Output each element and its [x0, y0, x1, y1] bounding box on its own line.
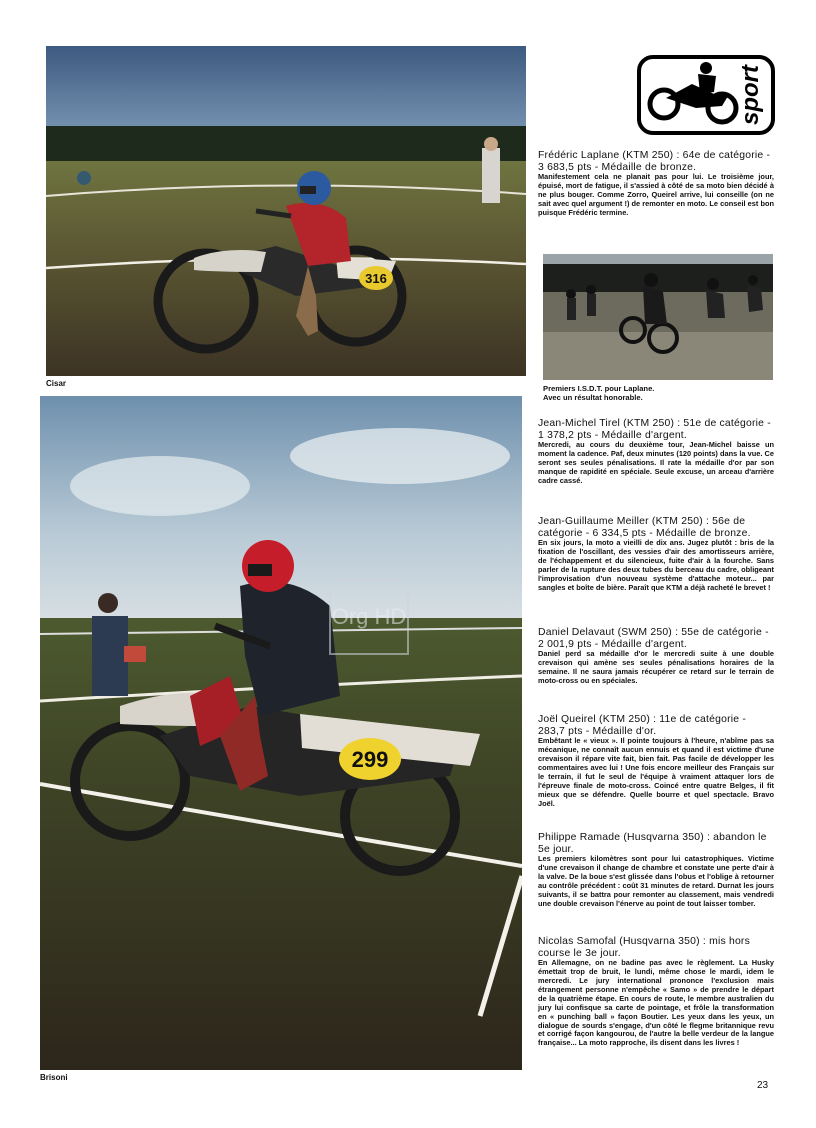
entry-body: Daniel perd sa médaille d'or le mercredi suite à une double crevaison qui amène ses seules pénalisations horaires de la semaine. Il ne saura jamais récupérer ce retard sur le terrain de moto-cross ou en spéciales. [538, 649, 774, 685]
entry-tirel [538, 418, 774, 486]
sport-logo-text: sport [737, 65, 764, 125]
entry-heading: Frédéric Laplane (KTM 250) : 64e de catégorie - 3 683,5 pts - Médaille de bronze. [538, 150, 771, 173]
entry-heading: Jean-Michel Tirel (KTM 250) : 51e de catégorie - 1 378,2 pts - Médaille d'argent. [538, 418, 771, 441]
photo-brisoni-rider-299 [40, 396, 522, 1070]
entry-delavaut [538, 627, 774, 686]
caption-line: Avec un résultat honorable. [543, 393, 643, 402]
entry-heading: Joël Queirel (KTM 250) : 11e de catégorie - 283,7 pts - Médaille d'or. [538, 714, 746, 737]
entry-heading: Daniel Delavaut (SWM 250) : 55e de catégorie - 2 001,9 pts - Médaille d'argent. [538, 627, 769, 650]
photo-credit-cisar: Cisar [46, 379, 67, 388]
sport-section-logo [636, 54, 776, 136]
entry-laplane [538, 150, 774, 218]
entry-ramade [538, 832, 774, 909]
watermark-text: Org HD [331, 604, 407, 629]
entry-queirel [538, 714, 774, 808]
entry-heading: Nicolas Samofal (Husqvarna 350) : mis hors course le 3e jour. [538, 936, 751, 959]
svg-text:299: 299 [351, 747, 389, 772]
photo-credit-brisoni: Brisoni [40, 1073, 68, 1082]
entry-samofal [538, 936, 774, 1048]
photo-cisar-rider-316 [46, 46, 526, 376]
entry-body: En Allemagne, on ne badine pas avec le règlement. La Husky émettait trop de bruit, le lundi, même chose le mardi, idem le mercredi. Le jury international prononce l'exclusion mais étrangement personne n'empêche « Samo » de prendre le départ de la quatrième étape. En cours de route, le membre australien du jury lui confisque sa carte de pointage, et frôle la transformation en « punching ball » façon Boutier. Les yeux dans les yeux, un dialogue de sourds s'engage, d'un côté le flegme britannique revu et corrigé façon kangourou, de l'autre la belle verdeur de la langue française... La moto rapproche, ils disent dans les livres ! [538, 958, 774, 1048]
svg-text:316: 316 [365, 271, 387, 286]
entry-body: Les premiers kilomètres sont pour lui catastrophiques. Victime d'une crevaison il change de chambre et constate une perte d'air à la valve. De la boue s'est glissée dans l'obus et l'oblige à retourner au contrôle précédent : coût 31 minutes de retard. Durnat les jours suivants, il se battra pour remonter au classement, mais vendredi une double crevaison l'énerve au point de tout laisser tomber. [538, 854, 774, 908]
entry-body: En six jours, la moto a vieilli de dix ans. Jugez plutôt : bris de la fixation de l'oscillant, des vessies d'air des amortisseurs arrière, de l'échappement et du silencieux, fuite d'air à la fourche. Sans parler de la rupture des deux tubes du berceau du cadre, obligeant l'improvisation d'un nouveau système d'attache moteur... par sangles et boîte de bière. Paraît que KTM a déjà racheté le brevet ! [538, 538, 774, 592]
entry-body: Manifestement cela ne planait pas pour lui. Le troisième jour, épuisé, mort de fatigue, il s'assied à côté de sa moto bien décidé à ne plus bouger. Comme Zorro, Queirel arrive, lui conseille (on ne sait avec quel argument !) de remonter en moto. Le conseil est bon puisque Frédéric termine. [538, 172, 774, 217]
entry-heading: Philippe Ramade (Husqvarna 350) : abandon le 5e jour. [538, 832, 767, 855]
entry-heading: Jean-Guillaume Meiller (KTM 250) : 56e de catégorie - 6 334,5 pts - Médaille de bronze. [538, 516, 751, 539]
photo-caption-laplane [543, 384, 775, 402]
caption-line: Premiers I.S.D.T. pour Laplane. [543, 384, 655, 393]
entry-body: Embêtant le « vieux ». Il pointe toujours à l'heure, n'abîme pas sa mécanique, ne connaît aucun ennuis et quand il est victime d'une crevaison il répare vite fait, bien fait. Pas facile de développer les commentaires avec lui ! Une fois encore meilleur des Français sur le terrain, il fut le seul de l'équipe à vraiment attaquer lors de l'épreuve finale de moto-cross. Coincé entre quatre Belges, il fit mieux que se défendre. Quelle bourre et quel spectacle. Bravo Joël. [538, 736, 774, 808]
entry-body: Mercredi, au cours du deuxième tour, Jean-Michel baisse un moment la cadence. Paf, deux minutes (120 points) dans la vue. Ce seront ses seules pénalisations. Il rate la médaille d'or par son manque de rapidité en spéciale. Seule excuse, un arceau d'arrière cadre cassé. [538, 440, 774, 485]
page-number: 23 [757, 1080, 769, 1091]
photo-laplane-group [543, 254, 773, 380]
watermark-logo [328, 578, 410, 656]
entry-meiller [538, 516, 774, 593]
